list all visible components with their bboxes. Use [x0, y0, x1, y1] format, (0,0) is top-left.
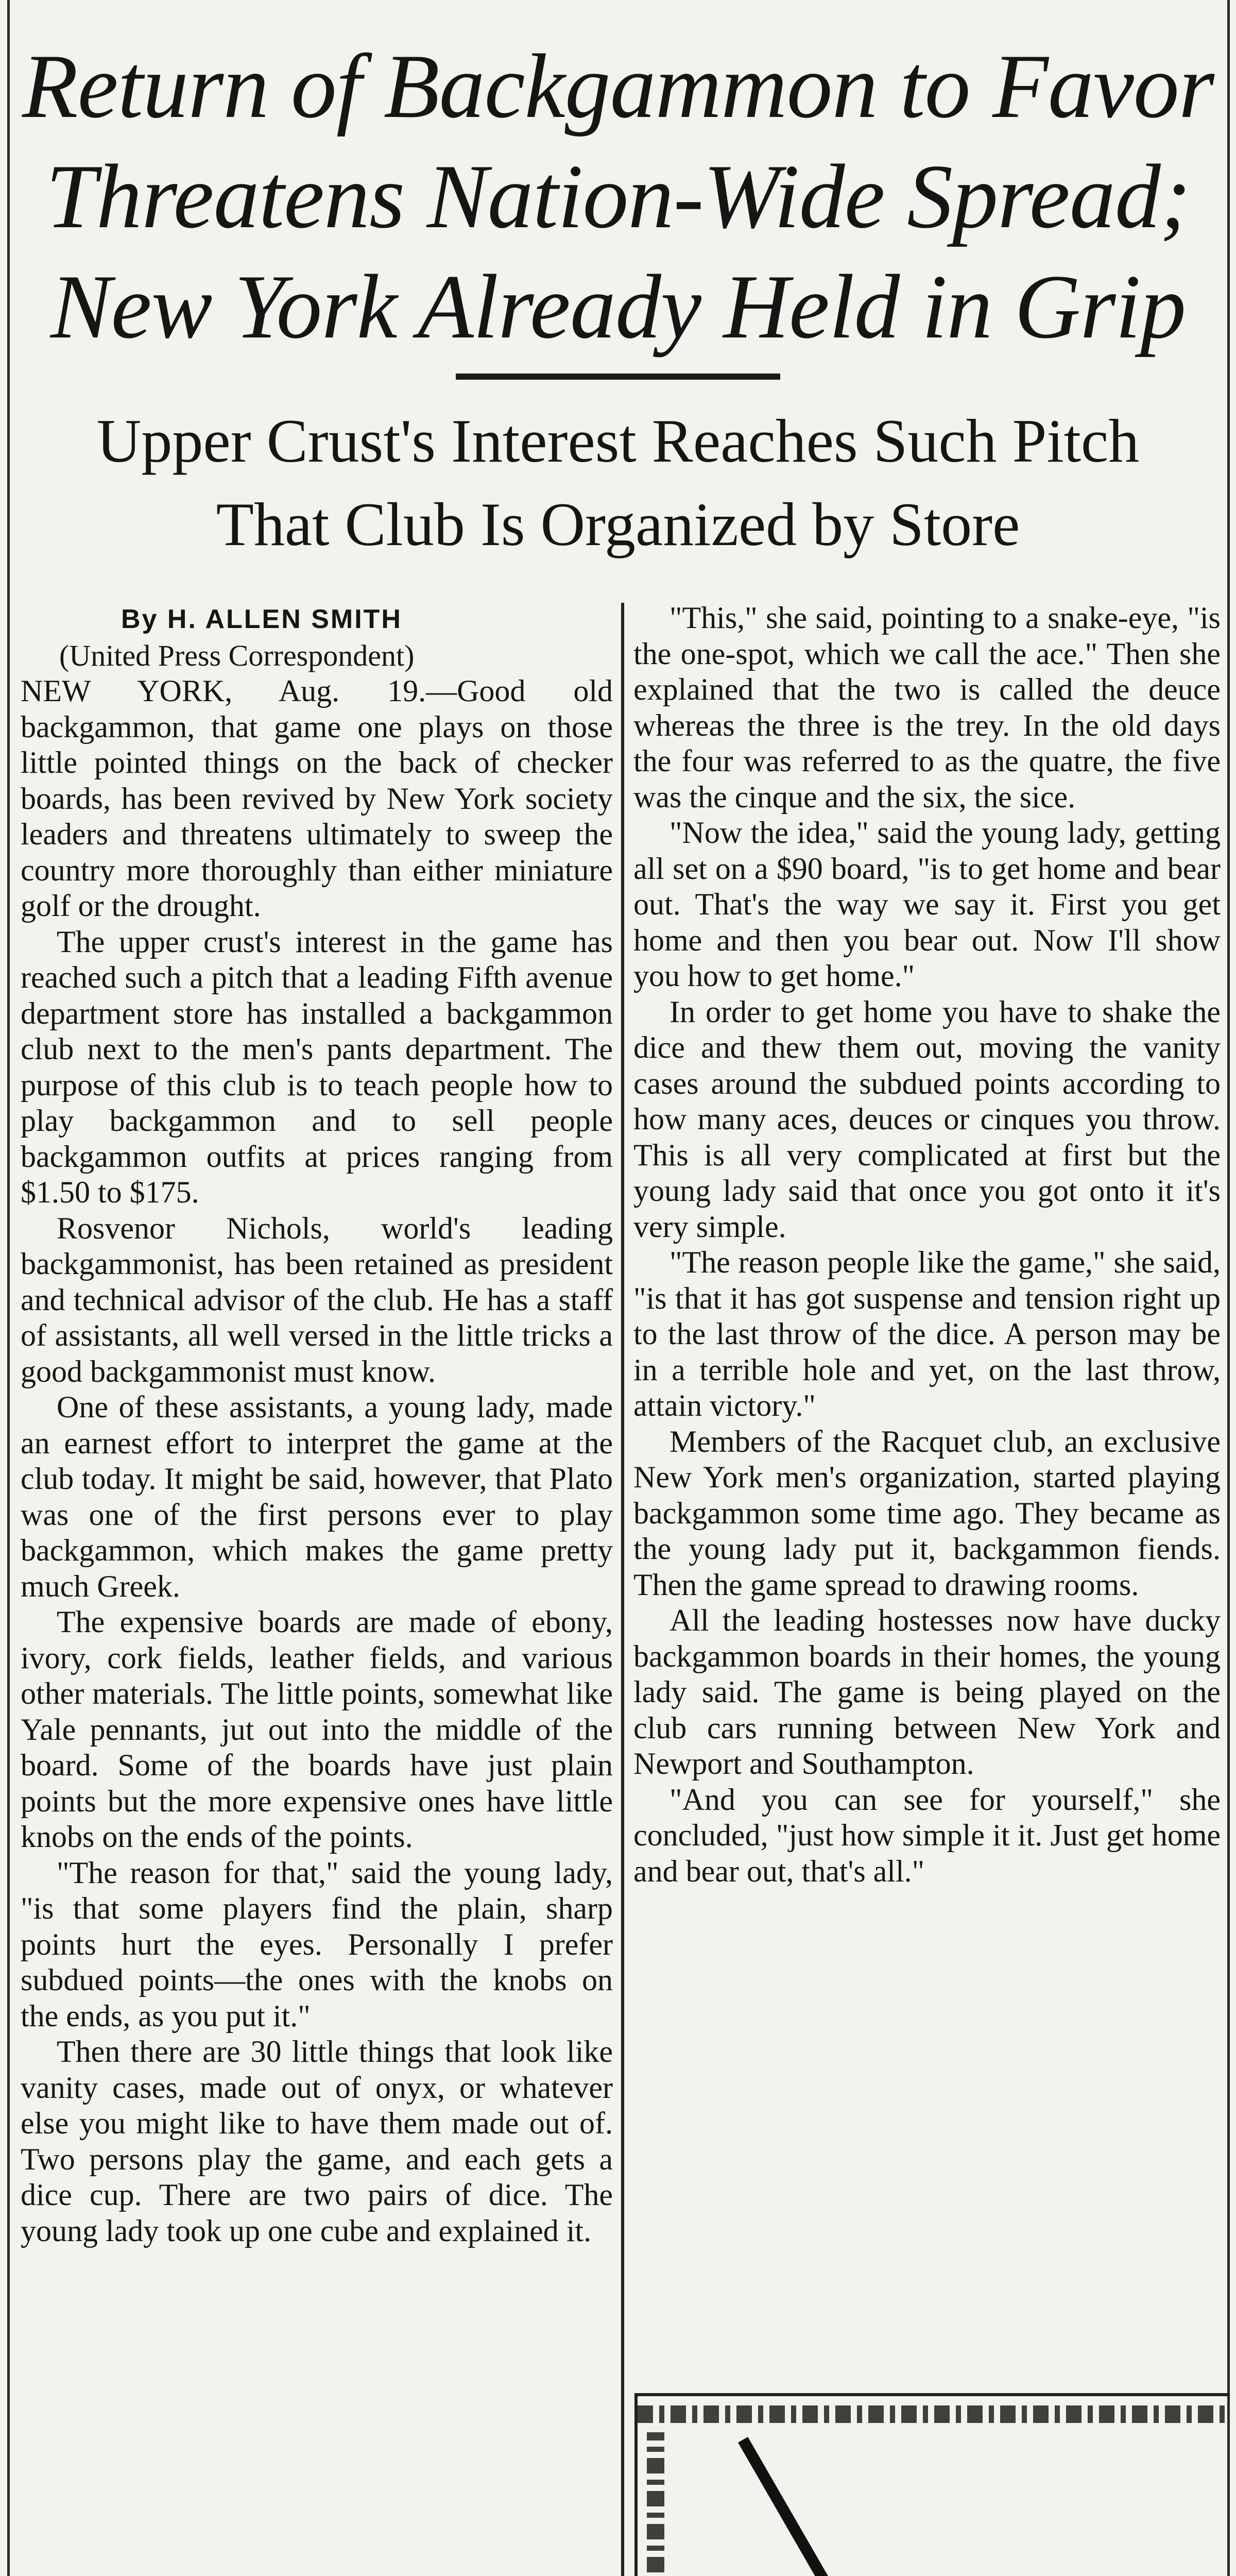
article-column-right	[633, 600, 1221, 1889]
paragraph: All the leading hostesses now have ducky backgammon boards in their homes, the young lady said. The game is being played on the club cars running between New York and Newport and Southampton.	[633, 1603, 1221, 1781]
adjacent-advertisement	[634, 2393, 1230, 2576]
headline-line: New York Already Held in Grip	[50, 256, 1186, 358]
paragraph: "This," she said, pointing to a snake-eye, "is the one-spot, which we call the ace." Then she explained that the two is called the deuce whereas the three is the trey. In the old days the four was referred to as the quatre, the five was the cinque and the six, the sice.	[633, 601, 1221, 814]
paragraph: The expensive boards are made of ebony, ivory, cork fields, leather fields, and various other materials. The little points, somewhat like Yale pennants, jut out into the middle of the board. Some of the boards have just plain points but the more expensive ones have little knobs on the ends of the points.	[21, 1605, 613, 1854]
paragraph: One of these assistants, a young lady, made an earnest effort to interpret the game at the club today. It might be said, however, that Plato was one of the first persons ever to play backgammon, which makes the game pretty much Greek.	[21, 1390, 613, 1603]
column-divider	[621, 603, 624, 2576]
paragraph: Then there are 30 little things that look like vanity cases, made out of onyx, or whatever else you might like to have them made out of. Two persons play the game, and each gets a dice cup. There are two pairs of dice. The young lady took up one cube and explained it.	[21, 2035, 613, 2248]
paragraph: "And you can see for yourself," she concluded, "just how simple it it. Just get home and bear out, that's all."	[633, 1782, 1221, 1888]
paragraph: The upper crust's interest in the game has reached such a pitch that a leading Fifth avenue department store has installed a backgammon club next to the men's pants department. The purpose of this club is to teach people how to play backgammon and to sell people backgammon outfits at prices ranging from $1.50 to $175.	[21, 924, 613, 1209]
paragraph: In order to get home you have to shake the dice and thew them out, moving the vanity cases around the subdued points according to how many aces, deuces or cinques you throw. This is all very complicated at first but the young lady said that once you got onto it it's very simple.	[633, 994, 1221, 1244]
subheadline-line: Upper Crust's Interest Reaches Such Pitch	[96, 406, 1140, 475]
right-column-rule	[1227, 0, 1230, 2576]
subheadline-line: That Club Is Organized by Store	[216, 490, 1020, 558]
paragraph: Rosvenor Nichols, world's leading backgammonist, has been retained as president and technical advisor of the club. He has a staff of assistants, all well versed in the little tricks a good backgammonist must know.	[21, 1211, 613, 1388]
paragraph: "The reason for that," said the young lady, "is that some players find the plain, sharp points hurt the eyes. Personally I prefer subdued points—the ones with the knobs on the ends, as you put it."	[21, 1855, 613, 2033]
decorative-slash	[738, 2437, 835, 2576]
article-column-left	[21, 600, 613, 2249]
decorative-chain-border	[647, 2432, 664, 2576]
decorative-chain-border	[638, 2405, 1230, 2423]
article-subheadline	[62, 399, 1174, 566]
paragraph: Members of the Racquet club, an exclusive New York men's organization, started playing backgammon some time ago. They became as the young lady put it, backgammon fiends. Then the game spread to drawing rooms.	[633, 1424, 1221, 1602]
headline-line: Threatens Nation-Wide Spread;	[45, 145, 1191, 247]
paragraph: "Now the idea," said the young lady, getting all set on a $90 board, "is to get home and bear out. That's the way we say it. First you get home and then you bear out. Now I'll show you how to get home."	[633, 816, 1221, 993]
byline: By H. ALLEN SMITH	[121, 604, 402, 634]
headline-divider	[456, 374, 780, 380]
byline-credit: (United Press Correspondent)	[59, 639, 415, 672]
paragraph: "The reason people like the game," she said, "is that it has got suspense and tension right up to the last throw of the dice. A person may be in a terrible hole and yet, on the last throw, attain victory."	[633, 1245, 1221, 1422]
headline-line: Return of Backgammon to Favor	[22, 35, 1214, 137]
paragraph: NEW YORK, Aug. 19.—Good old backgammon, that game one plays on those little pointed things on the back of checker boards, has been revived by New York society leaders and threatens ultimately to sweep the country more thoroughly than either miniature golf or the drought.	[21, 674, 613, 923]
left-column-rule	[7, 0, 10, 2576]
article-headline	[21, 31, 1215, 362]
